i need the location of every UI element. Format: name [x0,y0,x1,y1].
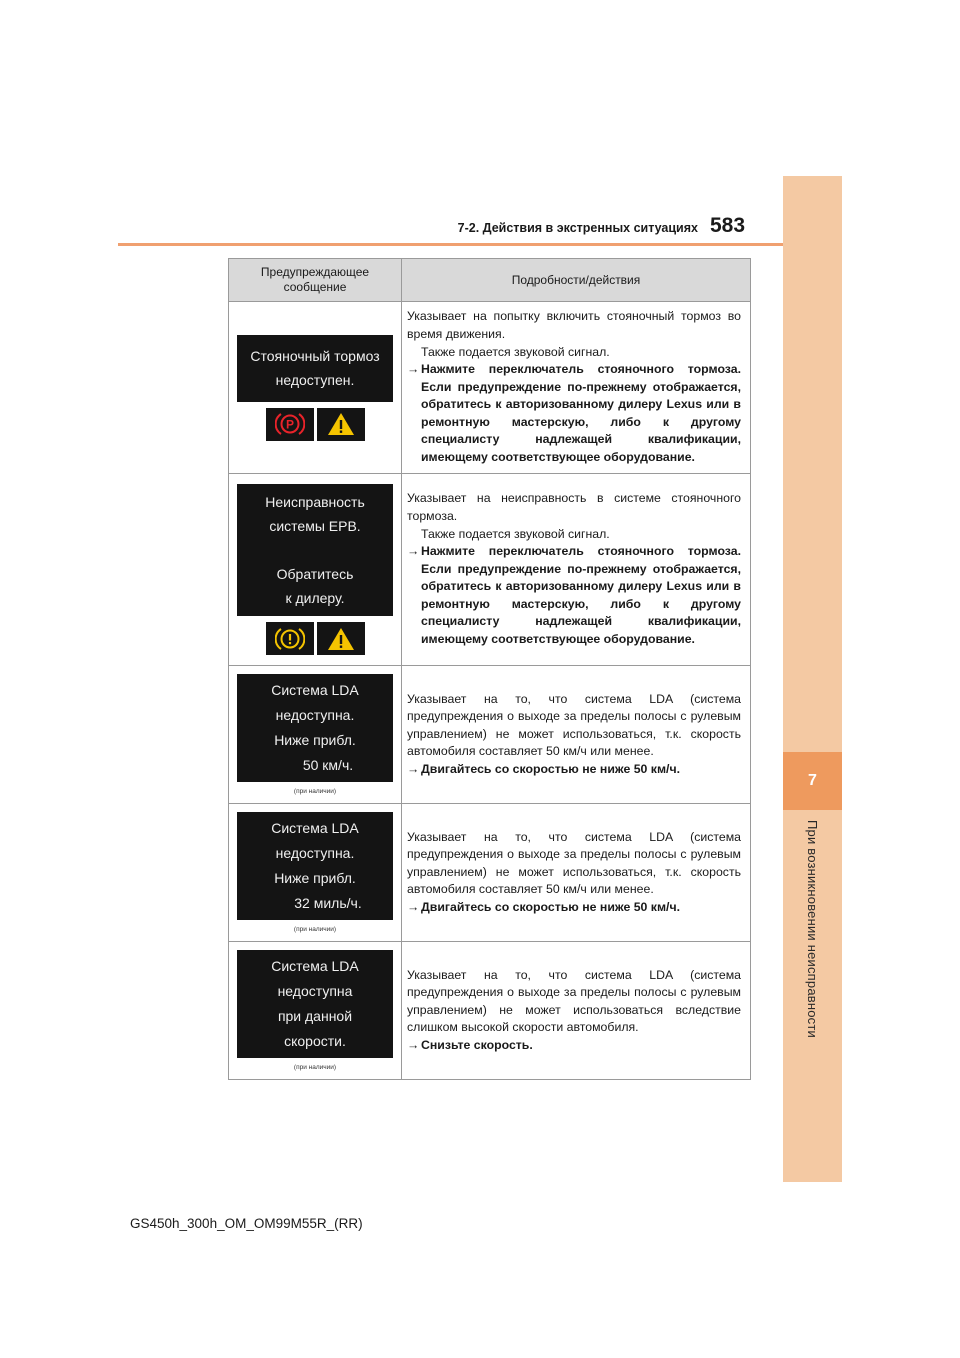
description: Указывает на то, что система LDA (система предупреждения о выходе за пределы полосы с рулевым управлением) не может использоваться, т.к. скорость автомобиля составляет 50 км/ч или менее. [407,829,741,897]
display-line: Ниже прибл. [274,870,356,886]
sound-note: Также подается звуковой сигнал. [421,344,610,359]
display-line: Неисправность [265,494,365,510]
dashboard-display [237,335,393,402]
details-cell [402,804,751,942]
action-text: Нажмите переключатель стояночного тормоза. Если предупреждение по-прежнему отображается, обратитесь к авторизованному дилеру Lexus или в ремонтную мастерскую, либо к другому специалисту надлежащей квалификации, имеющему соответствующее оборудование. [421,544,741,647]
indicator-icons [229,408,401,441]
table-header-row [229,259,751,302]
display-line: Обратитесь [276,566,354,582]
table-row [229,804,751,942]
display-line: к дилеру. [285,590,345,606]
availability-note: (при наличии) [293,788,337,795]
warning-triangle-icon [317,622,365,655]
warning-triangle-icon [317,408,365,441]
details-cell [402,474,751,666]
description: Указывает на то, что система LDA (система предупреждения о выходе за пределы полосы с рулевым управлением) не может использоваться, т.к. скорость автомобиля составляет 50 км/ч или менее. [407,691,741,759]
warning-table [228,258,751,1080]
display-line: Стояночный тормоз [250,347,380,364]
display-line: системы EPB. [269,518,361,534]
description: Указывает на неисправность в системе стояночного тормоза. [407,491,741,523]
display-line: при данной [277,1008,353,1024]
chapter-title-text: При возникновении неисправности [805,820,820,1038]
table-row [229,942,751,1080]
action [407,761,741,779]
display-line: недоступна [277,983,353,999]
arrow-icon: → [407,899,420,914]
chapter-number: 7 [783,752,842,810]
dashboard-display [237,950,393,1058]
col-header-message: Предупреждающее сообщение [229,259,402,302]
footer-doc-code: GS450h_300h_OM_OM99M55R_(RR) [130,1216,363,1231]
action-text: Двигайтесь со скоростью не ниже 50 км/ч. [421,899,681,914]
details-cell [402,666,751,804]
action-text: Снизьте скорость. [421,1037,533,1052]
display-line: недоступен. [275,371,355,388]
chapter-title [783,820,842,1160]
brake-system-icon [266,622,314,655]
display-line: Система LDA [271,958,359,974]
action [407,361,741,467]
action [407,1037,741,1055]
arrow-icon: → [407,362,420,377]
page-number: 583 [710,214,746,237]
arrow-icon: → [407,1037,420,1052]
dashboard-display [237,812,393,920]
availability-note: (при наличии) [293,926,337,933]
availability-note: (при наличии) [293,1064,337,1071]
display-line: недоступна. [275,707,355,723]
svg-text:P: P [285,417,294,432]
table-row [229,474,751,666]
parking-brake-icon [266,408,314,441]
message-cell [229,942,402,1080]
message-cell [229,666,402,804]
sound-note: Также подается звуковой сигнал. [421,526,610,541]
display-line: Система LDA [271,682,359,698]
action-text: Двигайтесь со скоростью не ниже 50 км/ч. [421,761,681,776]
table-row [229,302,751,474]
action [407,899,741,917]
message-cell [229,804,402,942]
display-line: 32 миль/ч. [294,895,362,911]
col-header-details: Подробности/действия [402,259,751,302]
display-line [237,538,393,562]
description: Указывает на попытку включить стояночный тормоз во время движения. [407,309,741,341]
display-line: Ниже прибл. [274,732,356,748]
arrow-icon: → [407,544,420,559]
message-cell [229,302,402,474]
table-row [229,666,751,804]
display-line: недоступна. [275,845,355,861]
action [407,543,741,649]
display-line: 50 км/ч. [302,757,354,773]
description: Указывает на то, что система LDA (система предупреждения о выходе за пределы полосы с рулевым управлением) не может использоваться вследствие слишком высокой скорости автомобиля. [407,967,741,1035]
section-title: 7-2. Действия в экстренных ситуациях [457,221,698,235]
details-cell [402,942,751,1080]
action-text: Нажмите переключатель стояночного тормоза. Если предупреждение по-прежнему отображается, обратитесь к авторизованному дилеру Lexus или в ремонтную мастерскую, либо к другому специалисту надлежащей квалификации, имеющему соответствующее оборудование. [421,362,741,465]
details-cell [402,302,751,474]
dashboard-display [237,674,393,782]
message-cell [229,474,402,666]
display-line: скорости. [284,1033,346,1049]
display-line: Система LDA [271,820,359,836]
header-rule [118,243,783,246]
indicator-icons [229,622,401,655]
dashboard-display [237,484,393,616]
arrow-icon: → [407,761,420,776]
